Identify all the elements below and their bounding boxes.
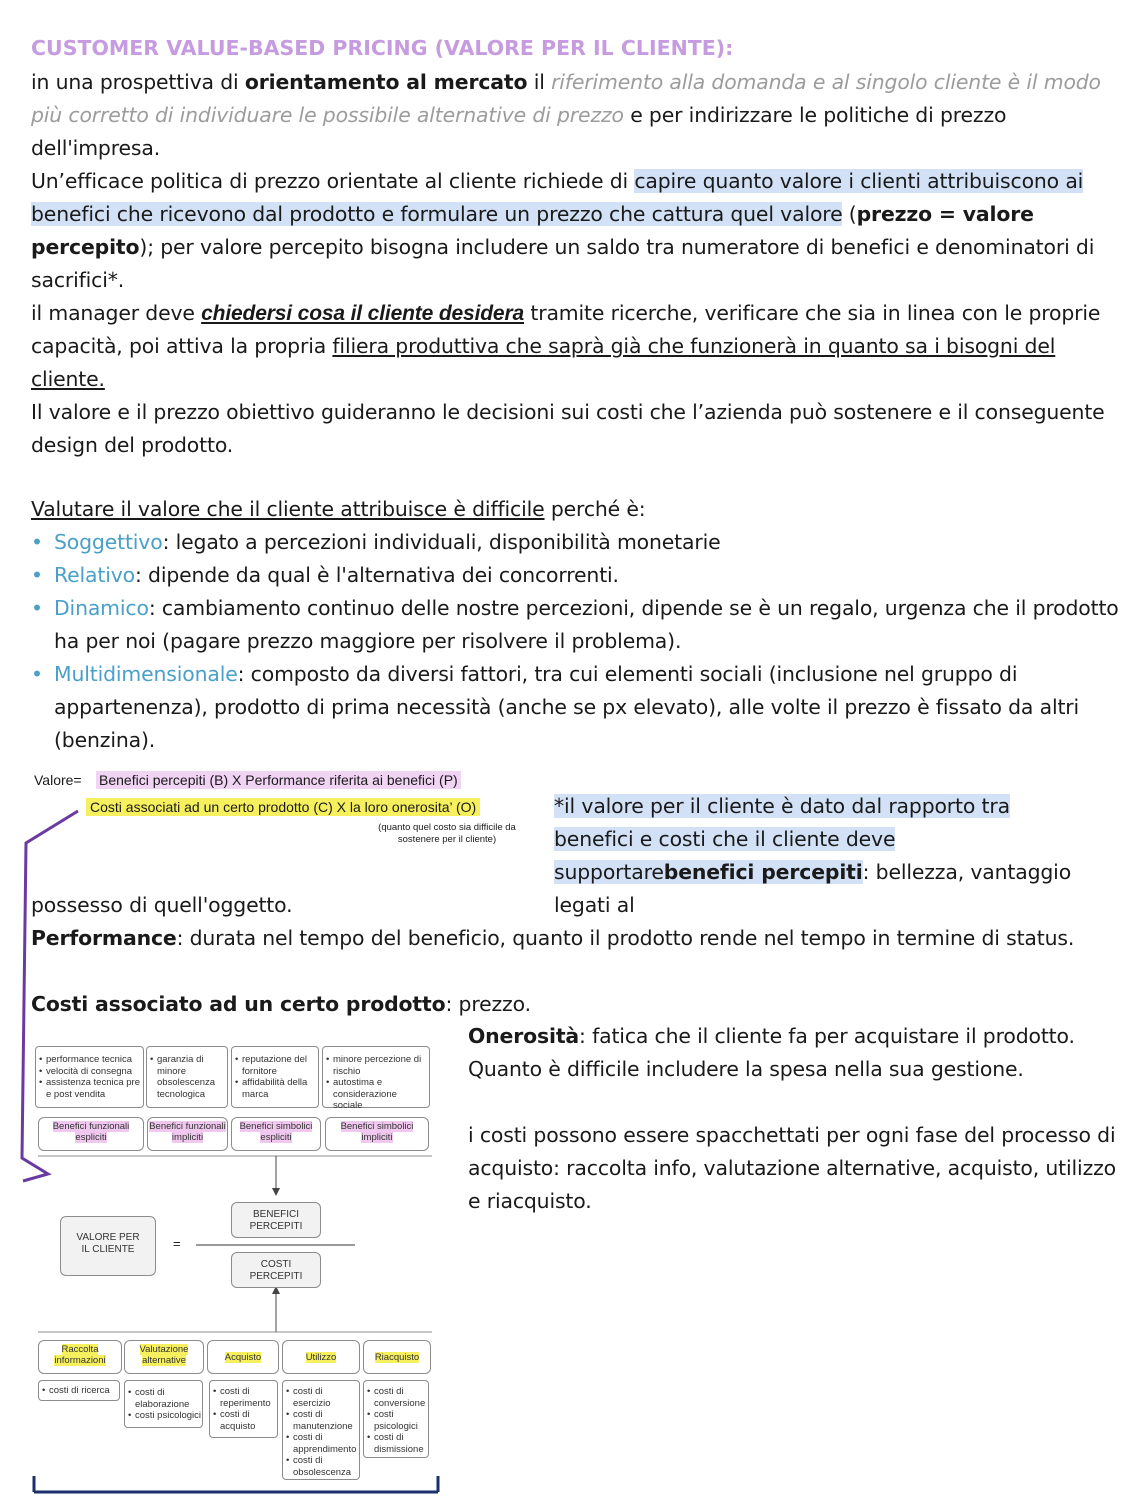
highlighted-text: *il valore per il cliente è dato dal rapporto tra benefici e costi che il cliente deve supportare (554, 794, 1010, 884)
list-item: • costi di dismissione (367, 1432, 428, 1455)
cost-list-box (282, 1380, 360, 1480)
bullet-term: Soggettivo (54, 530, 163, 554)
text: in una prospettiva di (31, 70, 245, 94)
bold-term: Performance (31, 926, 177, 950)
list-item: • costi di apprendimento (286, 1432, 359, 1455)
cost-list-box (124, 1380, 203, 1428)
text: Un’efficace politica di prezzo orientate al cliente richiede di (31, 169, 635, 193)
phase-label: Utilizzo (305, 1352, 337, 1363)
formula-denominator: Costi associati ad un certo prodotto (C) X la loro onerosita’ (O) (86, 798, 480, 816)
text: ( (842, 202, 857, 226)
phase-pill (124, 1340, 204, 1374)
text: : prezzo. (445, 992, 531, 1016)
bullet-term: Multidimensionale (54, 662, 238, 686)
list-item (31, 592, 1121, 658)
list-item (31, 658, 1121, 757)
side-note-cost-phases: i costi possono essere spacchettati per ogni fase del processo di acquisto: raccolta info, valutazione alternative, acquisto, utilizzo e riacquisto. (468, 1123, 1117, 1213)
highlighted-text: capire quanto valore i clienti attribuiscono ai benefici che ricevono dal prodotto e formulare un prezzo che cattura quel valore (31, 169, 1084, 226)
list-item: • costi di ricerca (42, 1385, 119, 1397)
text: ); per valore percepito bisogna includere un saldo tra numeratore di benefici e denominatori di sacrifici*. (31, 235, 1095, 292)
benefit-list-box (231, 1046, 319, 1108)
bold-italic-underlined-text: chiedersi cosa il cliente desidera (201, 302, 525, 325)
list-item: • velocità di consegna (39, 1066, 143, 1078)
italic-gray-text: riferimento alla domanda e al singolo cliente è il modo più corretto di individuare le possibile alternative di prezzo (31, 70, 1101, 127)
value-characteristics-list (31, 526, 1121, 757)
phase-label: Raccolta informazioni (54, 1344, 106, 1366)
list-item: • costi di esercizio (286, 1386, 359, 1409)
paragraph-customer-policy (31, 165, 1121, 297)
benefit-type-pill (147, 1117, 228, 1151)
bold-term: orientamento al mercato (244, 70, 528, 94)
benefit-list-box (146, 1046, 228, 1108)
bullet-text: : composto da diversi fattori, tra cui elementi sociali (inclusione nel gruppo di appartenenza), prodotto di prima necessità (anche se px elevato), alle volte il prezzo è fissato da altri (benzina). (54, 662, 1080, 752)
text: : fatica che il cliente fa per acquistare il prodotto. Quanto è difficile includere la spesa nella sua gestione. (468, 1024, 1075, 1081)
benefit-type-label: Benefici simbolici espliciti (239, 1121, 313, 1143)
phase-label: Riacquisto (374, 1352, 420, 1363)
list-item: • costi di manutenzione (286, 1409, 359, 1432)
list-item (31, 526, 1121, 559)
formula-numerator: Benefici percepiti (B) X Performance riferita ai benefici (P) (96, 771, 461, 789)
phase-pill (207, 1340, 279, 1374)
list-item: • affidabilità della marca (235, 1077, 318, 1100)
cost-list-box (209, 1380, 278, 1438)
bullet-text: : legato a percezioni individuali, disponibilità monetarie (162, 530, 721, 554)
benefit-type-pill (38, 1117, 144, 1151)
value-diagram (28, 1036, 440, 1496)
bullet-icon: • (31, 563, 43, 587)
bullet-term: Dinamico (54, 596, 149, 620)
list-item (31, 559, 1121, 592)
text: tramite ricerche, verificare che sia in linea con le proprie capacità, poi attiva la propria (31, 301, 1101, 358)
list-item: • minore percezione di rischio (326, 1054, 429, 1077)
paragraph-value-difficulty (31, 493, 1121, 526)
perceived-benefits-box: BENEFICI PERCEPITI (231, 1202, 321, 1238)
bullet-text: : dipende da qual è l'alternativa dei concorrenti. (134, 563, 619, 587)
equals-sign: = (173, 1236, 181, 1251)
bullet-term: Relativo (54, 563, 135, 587)
text: il manager deve (31, 301, 202, 325)
list-item: • costi psicologici (128, 1410, 202, 1422)
text: perché è: (544, 497, 646, 521)
bullet-icon: • (31, 662, 43, 686)
list-item: • costi di reperimento (213, 1386, 277, 1409)
benefit-list-box (322, 1046, 430, 1111)
cost-list-box (363, 1380, 429, 1458)
value-formula (31, 768, 531, 858)
bold-term: Costi associato ad un certo prodotto (31, 992, 446, 1016)
formula-label: Valore= (34, 772, 82, 788)
text: : bellezza, vantaggio legati al (554, 860, 1072, 917)
bold-term: Onerosità (468, 1024, 580, 1048)
phase-label: Valutazione alternative (139, 1344, 189, 1366)
bullet-text: : cambiamento continuo delle nostre percezioni, dipende se è un regalo, urgenza che il prodotto ha per noi (pagare prezzo maggiore per risolvere il problema). (54, 596, 1119, 653)
perceived-costs-box: COSTI PERCEPITI (231, 1252, 321, 1288)
list-item: • costi di elaborazione (128, 1387, 202, 1410)
phase-label: Acquisto (224, 1352, 262, 1363)
paragraph-market-orientation (31, 66, 1121, 165)
benefit-type-pill (231, 1117, 321, 1151)
phase-pill (38, 1340, 122, 1374)
page-title: CUSTOMER VALUE-BASED PRICING (VALORE PER IL CLIENTE): (31, 36, 734, 60)
text: : durata nel tempo del beneficio, quanto il prodotto rende nel tempo in termine di status. (176, 926, 1075, 950)
bullet-icon: • (31, 596, 43, 620)
customer-value-box: VALORE PER IL CLIENTE (60, 1216, 156, 1276)
list-item: • autostima e considerazione sociale (326, 1077, 429, 1112)
paragraph-performance (31, 922, 1121, 955)
text: il (527, 70, 552, 94)
list-item: • assistenza tecnica pre e post vendita (39, 1077, 143, 1100)
phase-pill (282, 1340, 360, 1374)
side-note-onerosita (468, 1020, 1128, 1086)
paragraph-target-price: Il valore e il prezzo obiettivo guideranno le decisioni sui costi che l’azienda può sostenere e il conseguente design del prodotto. (31, 400, 1105, 457)
underlined-text: Valutare il valore che il cliente attribuisce è difficile (31, 497, 545, 521)
list-item: • reputazione del fornitore (235, 1054, 318, 1077)
benefit-list-box (35, 1046, 144, 1108)
bullet-icon: • (31, 530, 43, 554)
paragraph-manager (31, 297, 1121, 396)
list-item: • costi di acquisto (213, 1409, 277, 1432)
list-item: • costi di conversione (367, 1386, 428, 1409)
cost-list-box (38, 1380, 120, 1401)
paragraph-costs (31, 988, 1121, 1021)
benefit-type-pill (325, 1117, 429, 1151)
list-item: • costi psicologici (367, 1409, 428, 1432)
bold-term: benefici percepiti (663, 860, 863, 884)
paragraph-possession: possesso di quell'oggetto. (31, 893, 293, 917)
benefit-type-label: Benefici funzionali espliciti (52, 1121, 130, 1143)
list-item: • performance tecnica (39, 1054, 143, 1066)
bold-formula: prezzo = valore percepito (31, 202, 1034, 259)
underlined-text: filiera produttiva che saprà già che funzionerà in quanto sa i bisogni del cliente. (31, 334, 1056, 391)
phase-pill (363, 1340, 431, 1374)
list-item: • costi di obsolescenza (286, 1455, 359, 1478)
list-item: • garanzia di minore obsolescenza tecnologica (150, 1054, 227, 1100)
formula-note: (quanto quel costo sia difficile da sostenere per il cliente) (378, 822, 516, 845)
benefit-type-label: Benefici simbolici impliciti (340, 1121, 414, 1143)
benefit-type-label: Benefici funzionali impliciti (149, 1121, 226, 1143)
text: e per indirizzare le politiche di prezzo dell'impresa. (31, 103, 1007, 160)
